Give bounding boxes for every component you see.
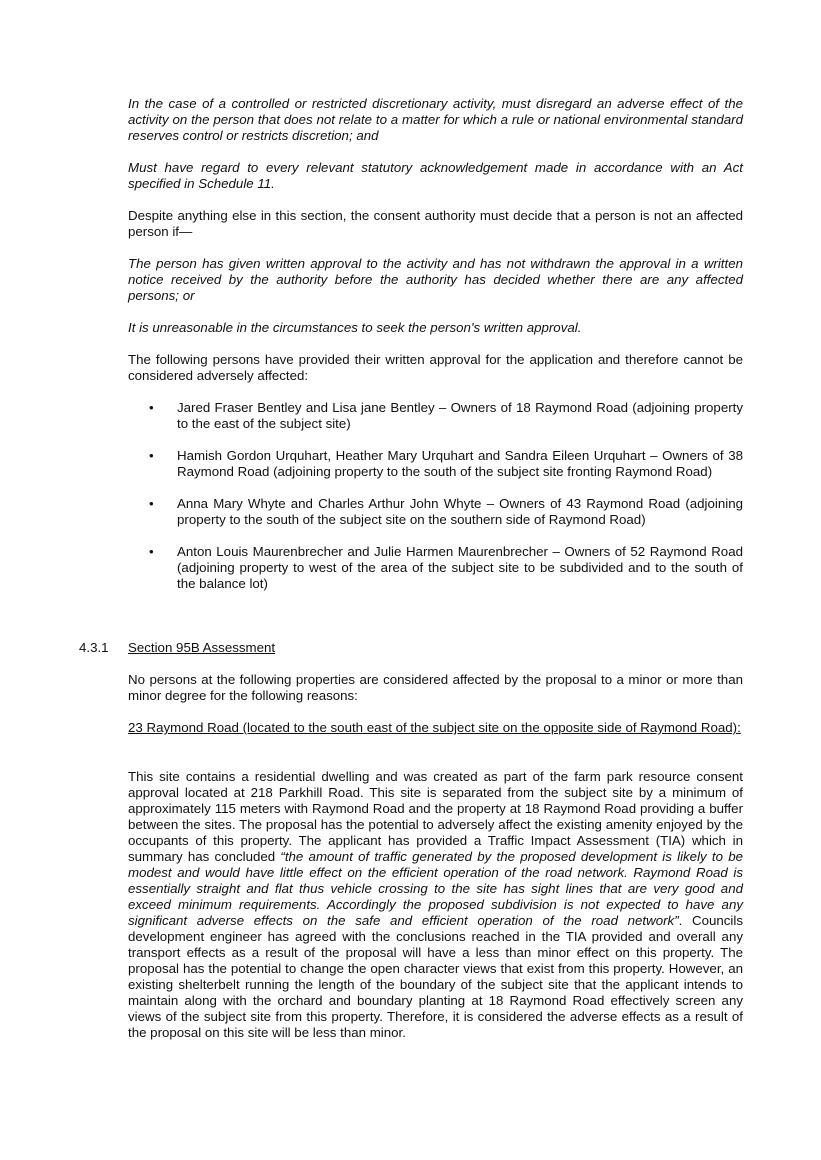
tia-quote: “the amount of traffic generated by the proposed development is likely to be modest and would have little effect on the efficient operation of the road network. Raymond Road is essentially straight and flat thus vehicle crossing to the site has sight lines that are very good and exceed minimum requirements. Accordingly the proposed subdivision is not expected to have any significant adverse effects on the safe and efficient operation of the road network” — [128, 849, 744, 928]
section-title: Section 95B Assessment — [128, 640, 276, 655]
list-item-text: Jared Fraser Bentley and Lisa jane Bentley – Owners of 18 Raymond Road (adjoining property to the east of the subject site) — [177, 400, 743, 431]
paragraph-unreasonable: It is unreasonable in the circumstances to seek the person's written approval. — [128, 320, 582, 335]
subheading-23-raymond-road: 23 Raymond Road (located to the south east of the subject site on the opposite side of Raymond Road): — [128, 720, 741, 735]
list-item-text: Anton Louis Maurenbrecher and Julie Harmen Maurenbrecher – Owners of 52 Raymond Road (adjoining property to west of the area of the subject site to be subdivided and to the south of the balance lot) — [177, 544, 743, 591]
bullet-icon: • — [149, 496, 154, 511]
approval-list — [128, 400, 743, 608]
list-item — [128, 400, 743, 432]
section-number: 4.3.1 — [79, 640, 109, 655]
list-item — [128, 544, 743, 592]
bullet-icon: • — [149, 400, 154, 415]
paragraph-23-raymond-road-assessment — [128, 769, 743, 1041]
bullet-icon: • — [149, 544, 154, 559]
paragraph-approvals-intro: The following persons have provided their written approval for the application and therefore cannot be considered adversely affected: — [128, 352, 743, 383]
paragraph-controlled-activity: In the case of a controlled or restricted discretionary activity, must disregard an adverse effect of the activity on the person that does not relate to a matter for which a rule or national environmental standard reserves control or restricts discretion; and — [128, 96, 743, 143]
list-item — [128, 448, 743, 480]
paragraph-not-affected-person: Despite anything else in this section, the consent authority must decide that a person is not an affected person if— — [128, 208, 743, 239]
list-item — [128, 496, 743, 528]
paragraph-no-persons-affected: No persons at the following properties are considered affected by the proposal to a minor or more than minor degree for the following reasons: — [128, 672, 743, 703]
paragraph-written-approval: The person has given written approval to the activity and has not withdrawn the approval in a written notice received by the authority before the authority has decided whether there are any affected persons; or — [128, 256, 743, 303]
assessment-text-part1: This site contains a residential dwelling and was created as part of the farm park resource consent approval located at 218 Parkhill Road. This site is separated from the subject site by a minimum of approximately 115 meters with Raymond Road and the property at 18 Raymond Road providing a buffer between the sites. The proposal has the potential to adversely affect the existing amenity enjoyed by the occupants of this property. The applicant has provided a Traffic Impact Assessment (TIA) which in summary has concluded — [128, 769, 743, 864]
list-item-text: Hamish Gordon Urquhart, Heather Mary Urquhart and Sandra Eileen Urquhart – Owners of 38 Raymond Road (adjoining property to the south of the subject site fronting Raymond Road) — [177, 448, 743, 479]
bullet-icon: • — [149, 448, 154, 463]
assessment-text-part2: . Councils development engineer has agreed with the conclusions reached in the TIA provided and overall any transport effects as a result of the proposal will have a less than minor effect on this property. The proposal has the potential to change the open character views that exist from this property. However, an existing shelterbelt running the length of the boundary of the subject site that the applicant intends to maintain along with the orchard and boundary planting at 18 Raymond Road effectively screen any views of the subject site from this property. Therefore, it is considered the adverse effects as a result of the proposal on this site will be less than minor. — [128, 913, 743, 1040]
list-item-text: Anna Mary Whyte and Charles Arthur John Whyte – Owners of 43 Raymond Road (adjoining property to the south of the subject site on the southern side of Raymond Road) — [177, 496, 743, 527]
paragraph-statutory-acknowledgement: Must have regard to every relevant statutory acknowledgement made in accordance with an Act specified in Schedule 11. — [128, 160, 743, 191]
